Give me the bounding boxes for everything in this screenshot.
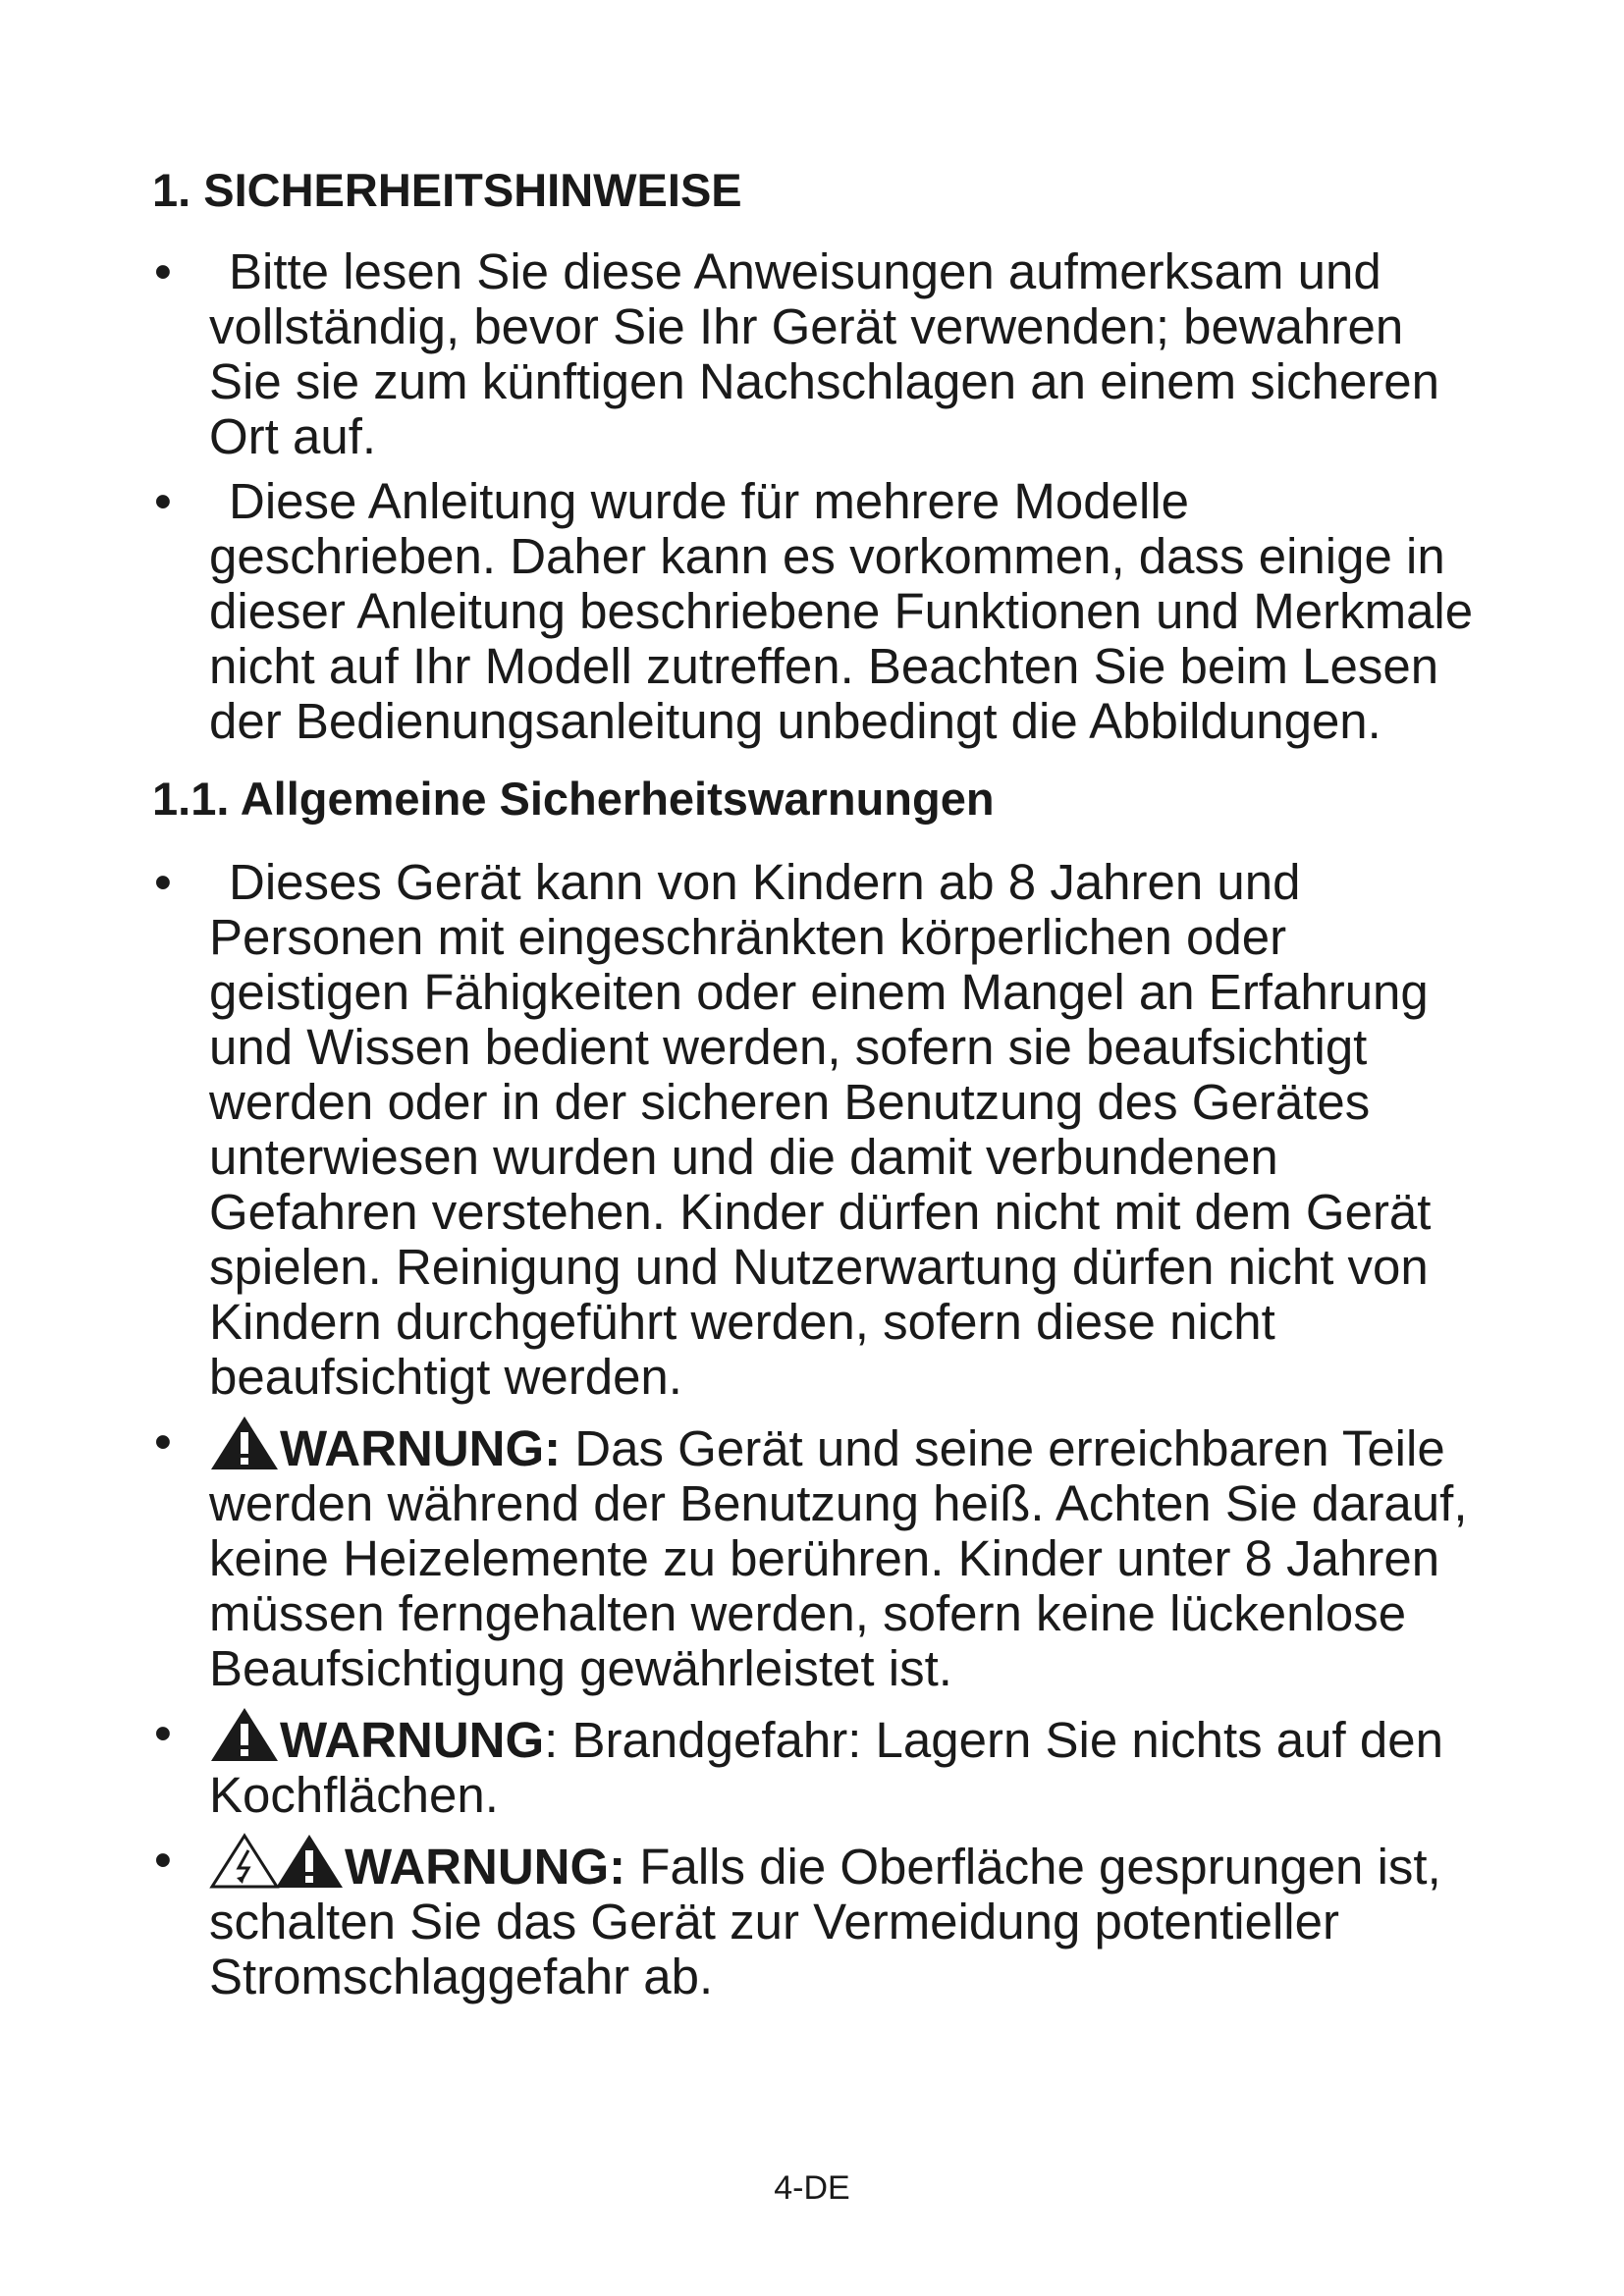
warning-text: Falls die Oberfläche gesprungen ist, schalten Sie das Gerät zur Vermeidung potentieller Stromschlaggefahr ab. [209, 1839, 1441, 2004]
warning-triangle-icon [209, 1415, 280, 1471]
list-item-text: Diese Anleitung wurde für mehrere Modelle geschrieben. Daher kann es vorkommen, dass einige in dieser Anleitung beschriebene Funktionen und Merkmale nicht auf Ihr Modell zutreffen. Beachten Sie beim Lesen der Bedienungsanleitung unbedingt die Abbildungen. [209, 473, 1474, 749]
intro-list [152, 244, 1488, 749]
warning-label: WARNUNG [280, 1712, 545, 1768]
bullet: • [154, 1832, 172, 1888]
warning-triangle-icon [209, 1706, 280, 1763]
section-title: 1. SICHERHEITSHINWEISE [152, 164, 742, 216]
list-item [152, 244, 1488, 464]
document-page [152, 162, 1488, 2014]
warning-text: Das Gerät und seine erreichbaren Teile werden während der Benutzung heiß. Achten Sie darauf, keine Heizelemente zu berühren. Kinder unter 8 Jahren müssen ferngehalten werden, sofern keine lückenlose Beaufsichtigung gewährleistet ist. [209, 1420, 1468, 1696]
warning-label: WARNUNG: [280, 1420, 562, 1476]
warning-item [152, 1833, 1488, 2004]
subsection-title: 1.1. Allgemeine Sicherheitswarnungen [152, 773, 995, 825]
warning-item [152, 1415, 1488, 1696]
bullet: • [154, 854, 172, 910]
list-item [152, 474, 1488, 749]
bullet: • [154, 1705, 172, 1761]
warnings-list [152, 855, 1488, 2004]
list-item-text: Dieses Gerät kann von Kindern ab 8 Jahren und Personen mit eingeschränkten körperlichen oder geistigen Fähigkeiten oder einem Mangel an Erfahrung und Wissen bedient werden, sofern sie beaufsichtigt werden oder in der sicheren Benutzung des Gerätes unterwiesen wurden und die damit verbundenen Gefahren verstehen. Kinder dürfen nicht mit dem Gerät spielen. Reinigung und Nutzerwartung dürfen nicht von Kindern durchgeführt werden, sofern diese nicht beaufsichtigt werden. [209, 854, 1432, 1405]
warning-item [152, 1706, 1488, 1823]
page-number: 4-DE [774, 2169, 850, 2207]
list-item-text: Bitte lesen Sie diese Anweisungen aufmerksam und vollständig, bevor Sie Ihr Gerät verwenden; bewahren Sie sie zum künftigen Nachschlagen an einem sicheren Ort auf. [209, 243, 1440, 464]
bullet: • [154, 243, 172, 299]
bullet: • [154, 473, 172, 529]
warning-triangle-icon [274, 1833, 345, 1890]
electric-shock-icon [209, 1833, 280, 1890]
warning-label: WARNUNG: [345, 1839, 626, 1895]
bullet: • [154, 1414, 172, 1469]
warning-text: : Brandgefahr: Lagern Sie nichts auf den Kochflächen. [209, 1712, 1443, 1823]
list-item [152, 855, 1488, 1405]
